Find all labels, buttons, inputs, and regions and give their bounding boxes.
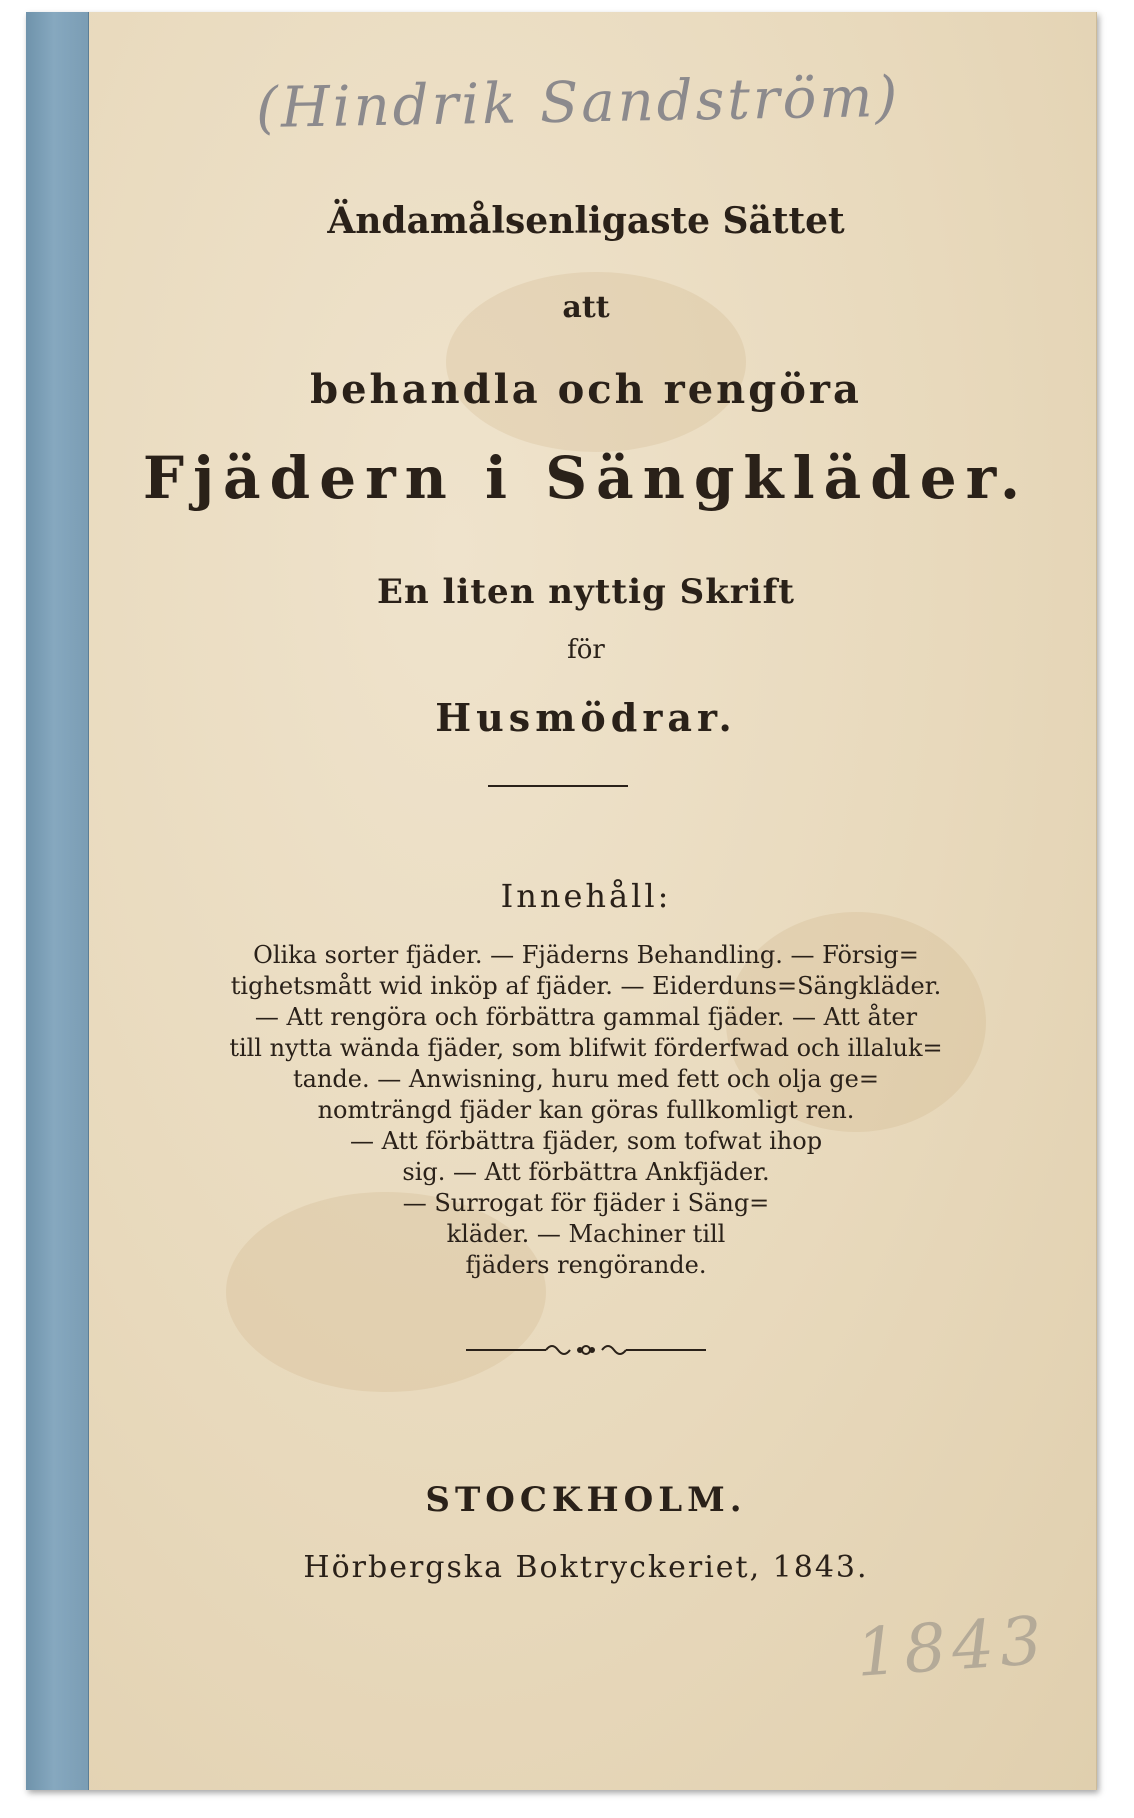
handwritten-year-note: 1843 (853, 1601, 1051, 1692)
subtitle-line-2: för (567, 635, 605, 665)
imprint-printer: Hörbergska Boktryckeriet, 1843. (303, 1550, 869, 1585)
contents-line: tighetsmått wid inköp af fjäder. — Eiderduns=Sängkläder. (230, 972, 942, 1000)
title-page (26, 12, 1097, 1790)
title-line-3: behandla och rengöra (310, 366, 862, 413)
subtitle-audience: Husmödrar. (435, 695, 737, 740)
handwritten-owner-note: (Hindrik Sandström) (255, 64, 901, 142)
divider-rule (488, 785, 628, 787)
ornamental-divider (116, 1340, 1056, 1364)
contents-heading: Innehåll: (500, 877, 672, 915)
contents-line: tande. — Anwisning, huru med fett och olja ge= (293, 1065, 879, 1093)
title-line-1: Ändamålsenligaste Sättet (327, 200, 845, 242)
title-line-2: att (562, 290, 610, 325)
contents-line: kläder. — Machiner till (446, 1220, 726, 1248)
contents-line: — Att rengöra och förbättra gammal fjäder. — Att åter (254, 1003, 918, 1031)
main-title: Fjädern i Sängkläder. (142, 444, 1030, 512)
contents-line: till nytta wända fjäder, som blifwit förderfwad och illaluk= (229, 1034, 943, 1062)
ornament-icon (466, 1340, 706, 1360)
contents-list (116, 940, 1056, 1281)
contents-line: fjäders rengörande. (465, 1251, 707, 1279)
contents-line: — Att förbättra fjäder, som tofwat ihop (349, 1127, 823, 1155)
contents-line: — Surrogat för fjäder i Säng= (402, 1189, 770, 1217)
contents-line: nomträngd fjäder kan göras fullkomligt ren. (317, 1096, 855, 1124)
imprint-city: STOCKHOLM. (425, 1480, 747, 1520)
contents-line: Olika sorter fjäder. — Fjäderns Behandling. — Försig= (253, 941, 919, 969)
contents-line: sig. — Att förbättra Ankfjäder. (402, 1158, 770, 1186)
blue-spine (26, 12, 89, 1790)
subtitle-line-1: En liten nyttig Skrift (377, 572, 795, 612)
